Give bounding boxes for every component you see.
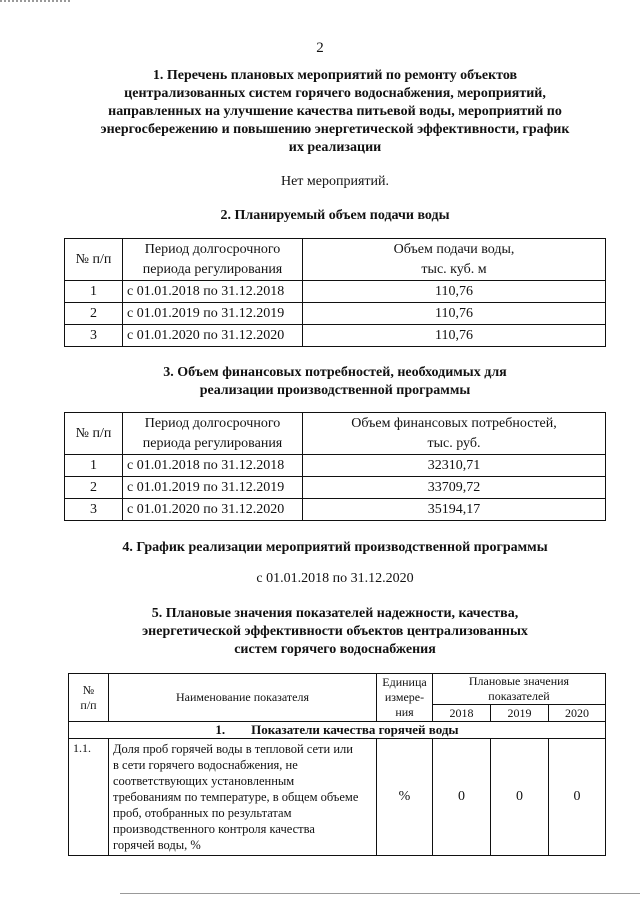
table-row bbox=[65, 303, 606, 325]
section-row-num: 1. bbox=[215, 722, 226, 737]
header-line: Период долгосрочного bbox=[144, 241, 281, 257]
section-row-title: Показатели качества горячей воды bbox=[251, 722, 459, 737]
col-num-header: № п/п bbox=[65, 413, 123, 455]
header-line: Объем финансовых потребностей, bbox=[351, 415, 557, 431]
header-line: Плановые значения bbox=[468, 674, 570, 688]
table-row bbox=[65, 499, 606, 521]
col-value-header bbox=[303, 239, 606, 281]
table-row bbox=[65, 281, 606, 303]
header-line: № bbox=[82, 682, 95, 697]
supply-volume-table bbox=[64, 238, 606, 347]
section1-title-line: энергосбережению и повышению энергетической эффективности, график bbox=[100, 122, 570, 137]
table-header-row bbox=[65, 413, 606, 455]
row-value-2019: 0 bbox=[491, 739, 549, 856]
section3-title bbox=[60, 364, 610, 400]
scan-edge-mark bbox=[0, 0, 70, 2]
section4-period: с 01.01.2018 по 31.12.2020 bbox=[256, 571, 414, 586]
section1-title-line: 1. Перечень плановых мероприятий по ремонту объектов bbox=[152, 68, 518, 83]
col-year-header: 2020 bbox=[549, 705, 606, 722]
table-row bbox=[65, 325, 606, 347]
row-value: 33709,72 bbox=[303, 477, 606, 499]
table-header-row bbox=[69, 674, 606, 705]
table-section-row bbox=[69, 722, 606, 739]
indicators-table bbox=[68, 673, 606, 856]
header-line: периода регулирования bbox=[142, 435, 283, 451]
row-period: с 01.01.2020 по 31.12.2020 bbox=[123, 325, 303, 347]
row-num: 2 bbox=[65, 477, 123, 499]
row-period: с 01.01.2019 по 31.12.2019 bbox=[123, 477, 303, 499]
row-value: 110,76 bbox=[303, 281, 606, 303]
table-row bbox=[69, 739, 606, 856]
section3-title-line: 3. Объем финансовых потребностей, необходимых для bbox=[163, 365, 507, 380]
row-value: 110,76 bbox=[303, 325, 606, 347]
header-line: измере- bbox=[384, 690, 425, 704]
header-line: п/п bbox=[80, 697, 97, 712]
col-value-header bbox=[303, 413, 606, 455]
col-period-header bbox=[123, 239, 303, 281]
section3-title-line: реализации производственной программы bbox=[199, 383, 471, 398]
table-header-row bbox=[65, 239, 606, 281]
row-value: 32310,71 bbox=[303, 455, 606, 477]
row-period: с 01.01.2020 по 31.12.2020 bbox=[123, 499, 303, 521]
section1-title-line: направленных на улучшение качества питьевой воды, мероприятий по bbox=[108, 104, 562, 119]
page-number: 2 bbox=[316, 40, 324, 56]
col-num-header: № п/п bbox=[65, 239, 123, 281]
col-year-header: 2018 bbox=[433, 705, 491, 722]
row-value-2018: 0 bbox=[433, 739, 491, 856]
header-line: ния bbox=[395, 705, 414, 719]
header-line: Период долгосрочного bbox=[144, 415, 281, 431]
col-num-header bbox=[69, 674, 109, 722]
section1-title bbox=[60, 67, 610, 157]
row-value-2020: 0 bbox=[549, 739, 606, 856]
row-num: 1.1. bbox=[69, 739, 109, 856]
section5-title bbox=[60, 605, 610, 659]
section1-note: Нет мероприятий. bbox=[280, 174, 390, 189]
desc-line: требованиям по температуре, в общем объеме bbox=[113, 790, 359, 804]
desc-line: Доля проб горячей воды в тепловой сети или bbox=[113, 742, 353, 756]
row-num: 2 bbox=[65, 303, 123, 325]
col-name-header: Наименование показателя bbox=[109, 674, 377, 722]
section-row-cell bbox=[69, 722, 606, 739]
desc-line: соответствующих установленным bbox=[113, 774, 295, 788]
header-line: Единица bbox=[382, 675, 427, 689]
section1-title-line: централизованных систем горячего водоснабжения, мероприятий, bbox=[124, 86, 546, 101]
row-value: 35194,17 bbox=[303, 499, 606, 521]
row-num: 3 bbox=[65, 499, 123, 521]
row-num: 1 bbox=[65, 455, 123, 477]
desc-line: в сети горячего водоснабжения, не bbox=[113, 758, 298, 772]
row-unit: % bbox=[377, 739, 433, 856]
header-line: показателей bbox=[488, 689, 550, 703]
col-period-header bbox=[123, 413, 303, 455]
financial-needs-table bbox=[64, 412, 606, 521]
row-num: 1 bbox=[65, 281, 123, 303]
col-unit-header bbox=[377, 674, 433, 722]
header-line: Объем подачи воды, bbox=[393, 241, 515, 257]
section4-title: 4. График реализации мероприятий производственной программы bbox=[122, 540, 548, 555]
header-line: периода регулирования bbox=[142, 261, 283, 277]
row-num: 3 bbox=[65, 325, 123, 347]
row-description bbox=[109, 739, 377, 856]
col-planned-header bbox=[433, 674, 606, 705]
row-period: с 01.01.2018 по 31.12.2018 bbox=[123, 281, 303, 303]
row-period: с 01.01.2018 по 31.12.2018 bbox=[123, 455, 303, 477]
row-period: с 01.01.2019 по 31.12.2019 bbox=[123, 303, 303, 325]
section5-title-line: энергетической эффективности объектов централизованных bbox=[142, 624, 528, 639]
desc-line: проб, отобранных по результатам bbox=[113, 806, 292, 820]
col-year-header: 2019 bbox=[491, 705, 549, 722]
desc-line: производственного контроля качества bbox=[113, 822, 315, 836]
section2-title: 2. Планируемый объем подачи воды bbox=[220, 208, 450, 223]
section5-title-line: 5. Плановые значения показателей надежности, качества, bbox=[151, 606, 519, 621]
table-row bbox=[65, 477, 606, 499]
scan-bottom-edge bbox=[120, 893, 640, 894]
desc-line: горячей воды, % bbox=[113, 838, 201, 852]
row-value: 110,76 bbox=[303, 303, 606, 325]
table-row bbox=[65, 455, 606, 477]
header-line: тыс. куб. м bbox=[421, 261, 487, 277]
section1-title-line: их реализации bbox=[288, 140, 382, 155]
section5-title-line: систем горячего водоснабжения bbox=[234, 642, 436, 657]
header-line: тыс. руб. bbox=[427, 435, 481, 451]
